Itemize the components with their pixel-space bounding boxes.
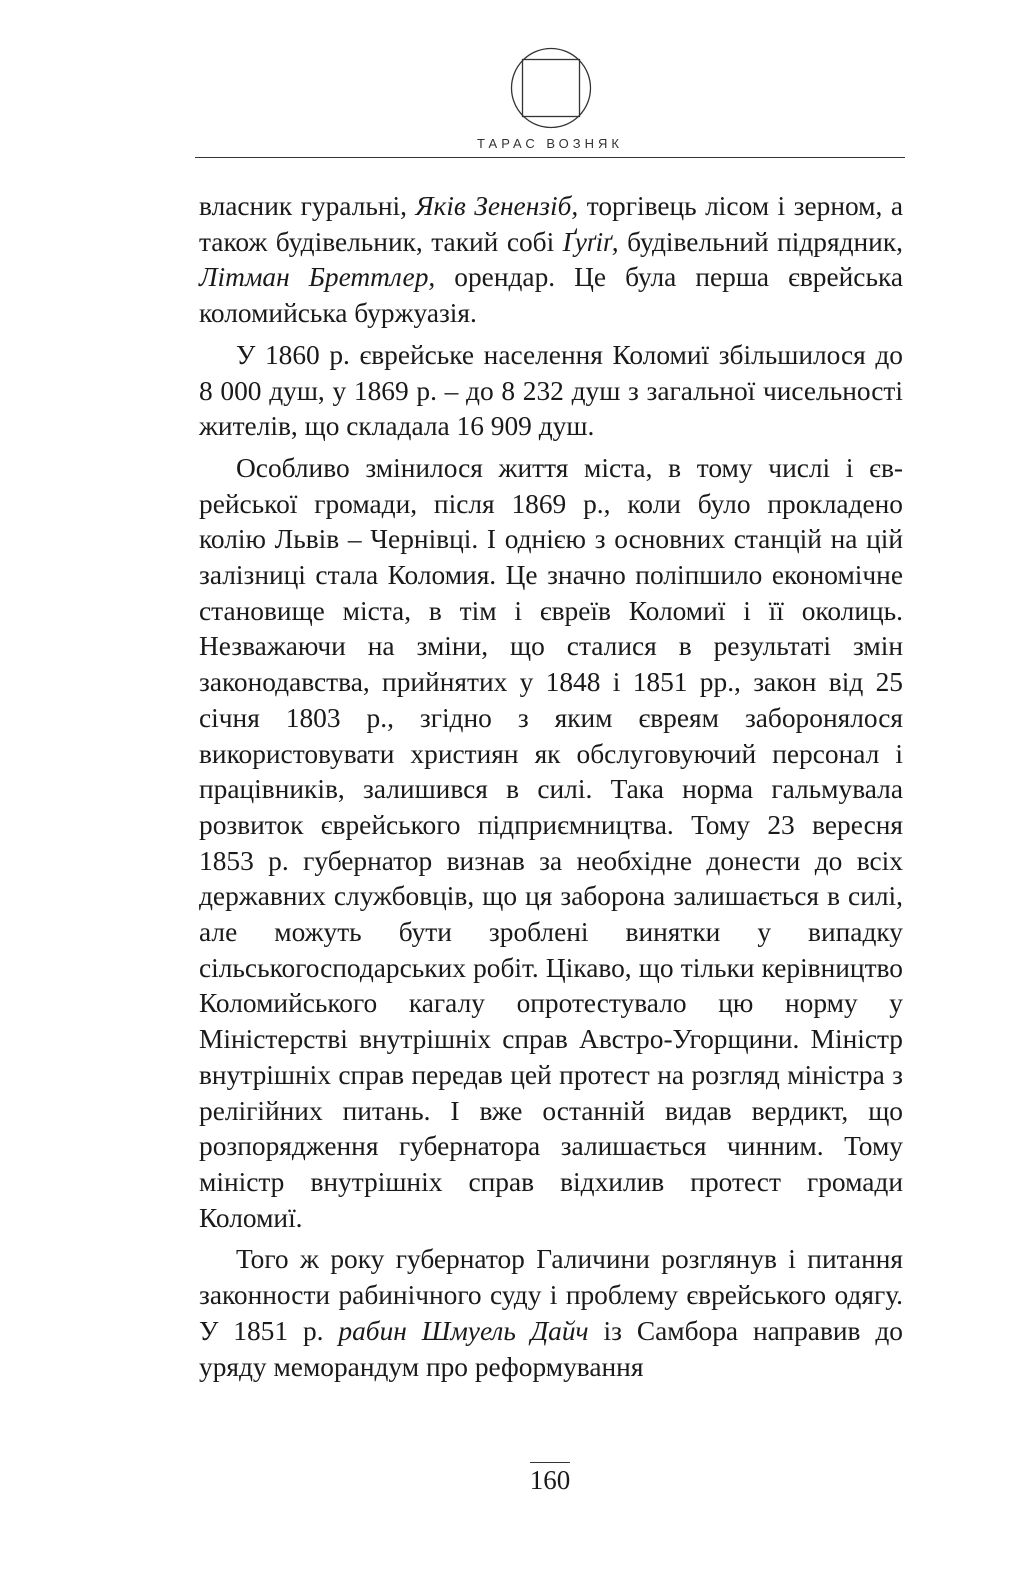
- italic-name-text: Ґуґіґ,: [562, 226, 619, 257]
- italic-name-text: Літман Бреттлер,: [199, 262, 436, 293]
- italic-name-text: Яків Зенензіб,: [415, 191, 579, 221]
- italic-name-text: рабин Шмуель Дайч: [338, 1315, 589, 1346]
- body-text-run: Того ж року губернатор Галичини розглянув і питання законности рабинічного суду і проблему єврейського одягу. У 1851 р.: [199, 1244, 903, 1346]
- paragraph-1: [199, 189, 903, 332]
- paragraph-4: [199, 1242, 903, 1385]
- header-rule: [195, 157, 905, 158]
- paragraph-3: [199, 451, 903, 1236]
- paragraph-2: [199, 338, 903, 445]
- page-number-value: 160: [530, 1462, 571, 1496]
- body-text-run: із Самбора направив до уряду меморандум про реформування: [199, 1315, 903, 1382]
- body-text-run: У 1860 р. єврейське населення Коломиї збільшилося до 8 000 душ, у 1869 р. – до 8 232 душ з загальної чисельності жителів, що складала 16 909 душ.: [199, 339, 903, 442]
- body-text: [199, 189, 903, 1385]
- body-text-run: орендар. Це була перша єврейська коломийська буржуазія.: [199, 262, 903, 329]
- body-text-run: торгівець лісом і зерном, а також будівельник, такий собі: [199, 191, 903, 257]
- body-text-run: Особливо змінилося життя міста, в тому числі і єврейської громади, після 1869 р., коли було прокладено колію Львів – Чернівці. І однією з основних станцій на цій залізниці стала Коломия. Це значно поліпшило економічне становище міста, в тім і євреїв Коломиї і її околиць. Незважаючи на зміни, що сталися в результаті змін законодавства, прийнятих у 1848 і 1851 рр., закон від 25 січня 1803 р., згідно з яким євреям заборонялося використовувати християн як обслуговуючий персонал і працівників, залишився в силі. Така норма гальмувала розвиток єврейського підприємництва. Тому 23 вересня 1853 р. губернатор визнав за необхідне донести до всіх державних службовців, що ця заборона залишається в силі, але можуть бути зроблені винятки у випадку сільськогосподарських робіт. Цікаво, що тільки керівництво Коломийського кагалу опротестувало цю норму у Міністерстві внутрішніх справ Австро-Угорщини. Міністр внутрішніх справ передав цей протест на розгляд міністра з релігійних питань. І вже останній видав вердикт, що розпорядження губернатора залишається чинним. Тому міністр внутрішніх справ відхилив протест громади Коломиї.: [199, 452, 903, 1233]
- body-text-run: власник гуральні,: [199, 191, 416, 221]
- page-number: [195, 1462, 905, 1496]
- body-text-run: будівельний підрядник,: [618, 226, 903, 257]
- running-head-author: ТАРАС ВОЗНЯК: [477, 136, 623, 151]
- emblem-circle-square-icon: [510, 47, 592, 129]
